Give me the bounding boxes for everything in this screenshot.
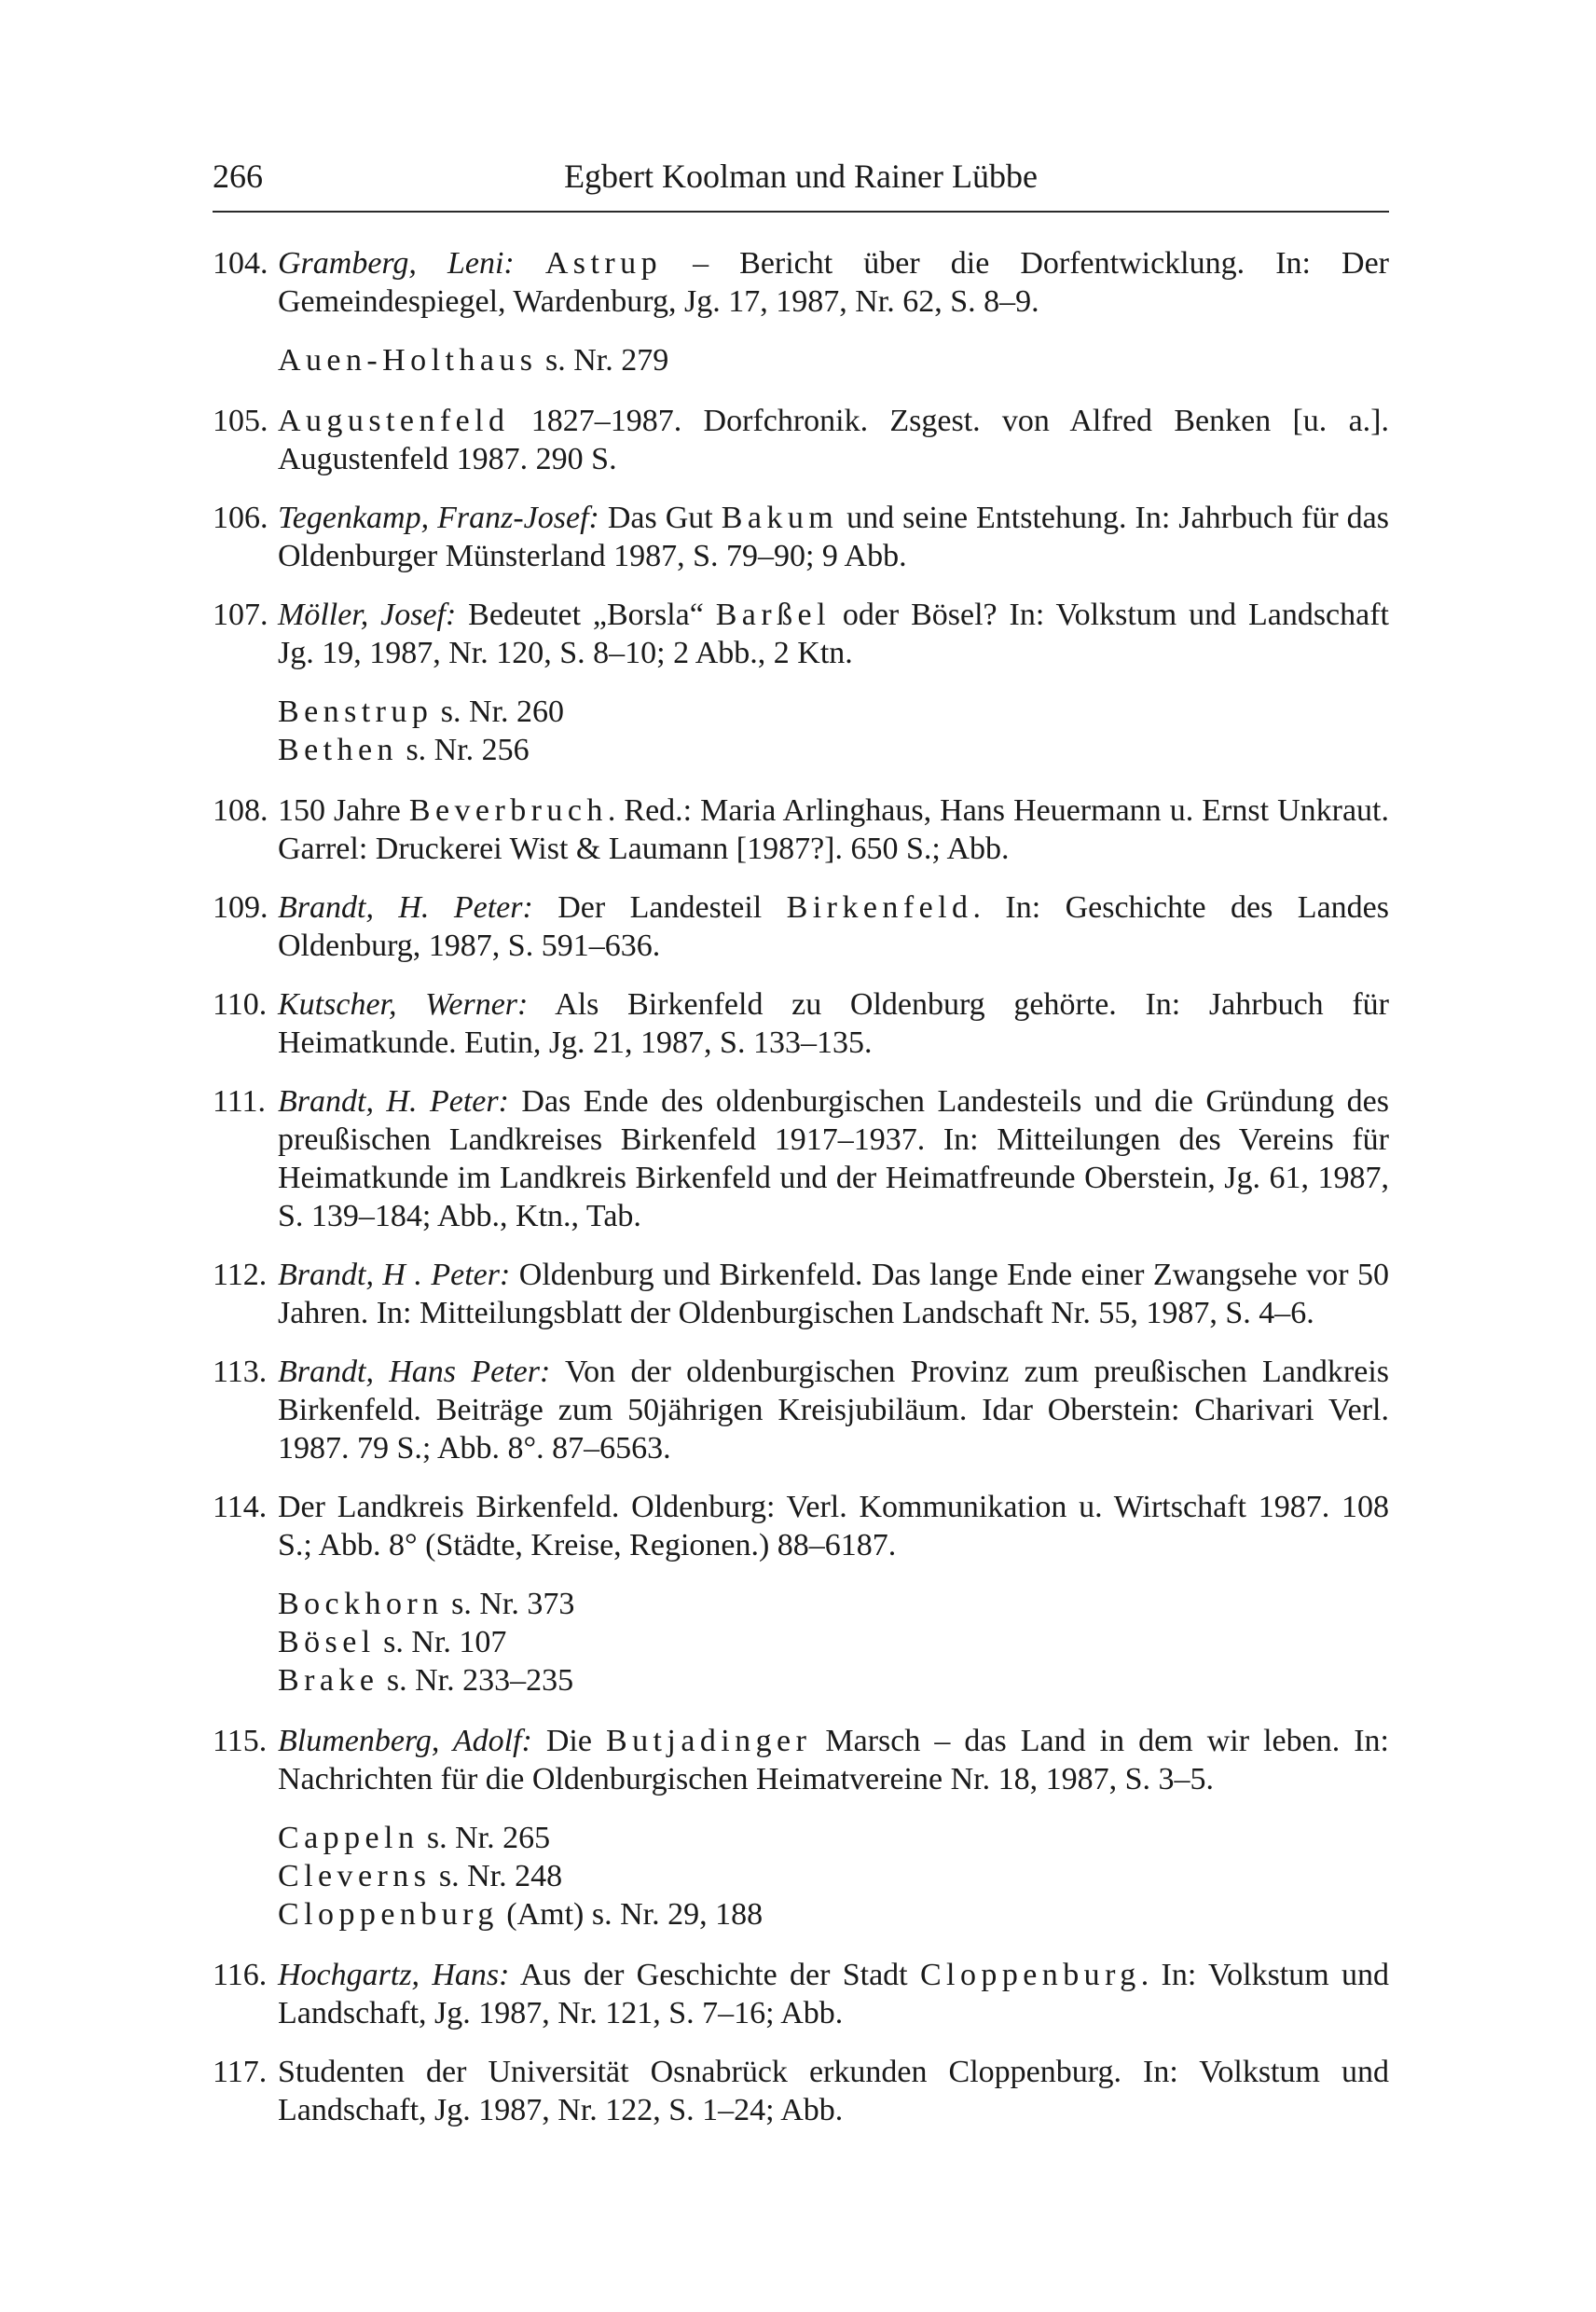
place-keyword: Augustenfeld [278, 404, 510, 438]
entry-text-pre: 150 Jahre [278, 793, 409, 828]
entry-107 [213, 596, 1389, 672]
entry-number: 114. [213, 1490, 268, 1524]
entry-number: 113. [213, 1355, 268, 1389]
entry-author: Möller, Josef: [278, 598, 457, 632]
cross-reference [278, 341, 1389, 379]
entry-text: Als Birkenfeld zu Oldenburg gehörte. In: Jahrbuch für Heimatkunde. Eutin, Jg. 21, 1987, S. 133–135. [278, 987, 1389, 1060]
entry-author: Brandt, H . Peter: [278, 1258, 511, 1292]
entry-author: Brandt, H. Peter: [278, 890, 533, 925]
cross-reference [278, 1895, 1389, 1934]
entry-106 [213, 499, 1389, 575]
entry-text: und seine Entstehung. In: Jahrbuch für das Oldenburger Münsterland 1987, S. 79–90; 9 Abb. [278, 501, 1389, 573]
entry-number: 116. [213, 1958, 268, 1992]
entry-text: Studenten der Universität Osnabrück erkunden Cloppenburg. In: Volkstum und Landschaft, Jg. 1987, Nr. 122, S. 1–24; Abb. [278, 2055, 1389, 2127]
entry-text-pre: Bedeutet „Borsla“ [456, 598, 716, 632]
entry-text: Von der oldenburgischen Provinz zum preußischen Landkreis Birkenfeld. Beiträge zum 50jährigen Kreisjubiläum. Idar Oberstein: Charivari Verl. 1987. 79 S.; Abb. 8°. 87–6563. [278, 1355, 1390, 1466]
entry-number: 104. [213, 246, 268, 281]
cross-reference [278, 1623, 1389, 1661]
reference-target: s. Nr. 233–235 [378, 1663, 574, 1698]
entry-author: Blumenberg, Adolf: [278, 1724, 532, 1758]
cross-reference [278, 693, 1389, 731]
page-header [213, 157, 1389, 205]
entry-text: Der Landkreis Birkenfeld. Oldenburg: Verl. Kommunikation u. Wirtschaft 1987. 108 S.; Abb. 8° (Städte, Kreise, Regionen.) 88–6187. [278, 1490, 1389, 1562]
place-keyword: Astrup [544, 246, 663, 281]
place-keyword: Butjadinger [605, 1724, 812, 1758]
place-keyword: Bethen [278, 733, 398, 767]
place-keyword: Barßel [715, 598, 831, 632]
entry-text: . Red.: Maria Arlinghaus, Hans Heuermann u. Ernst Unkraut. Garrel: Druckerei Wist & Laumann [1987?]. 650 S.; Abb. [278, 793, 1389, 866]
cross-reference [278, 731, 1389, 769]
entry-number: 105. [213, 404, 268, 438]
entry-text: Marsch – das Land in dem wir leben. In: Nachrichten für die Oldenburgischen Heimatvereine Nr. 18, 1987, S. 3–5. [278, 1724, 1389, 1796]
entry-text-pre: Der Landesteil [532, 890, 787, 925]
reference-target: s. Nr. 279 [537, 343, 669, 378]
entry-author: Kutscher, Werner: [278, 987, 529, 1022]
reference-target: s. Nr. 265 [419, 1821, 551, 1855]
entry-number: 110. [213, 987, 268, 1022]
entry-109 [213, 888, 1389, 965]
page-number: 266 [213, 158, 263, 195]
entry-number: 112. [213, 1258, 268, 1292]
entry-117 [213, 2053, 1389, 2129]
entry-114 [213, 1488, 1389, 1564]
entry-text: . In: Geschichte des Landes Oldenburg, 1987, S. 591–636. [278, 890, 1389, 963]
running-head: Egbert Koolman und Rainer Lübbe [564, 158, 1038, 195]
entry-116 [213, 1956, 1389, 2032]
entry-number: 107. [213, 598, 268, 632]
entry-110 [213, 985, 1389, 1062]
entry-text-pre: Das Gut [598, 501, 722, 535]
entry-text-pre: Aus der Geschichte der Stadt [509, 1958, 920, 1992]
reference-target: s. Nr. 373 [443, 1587, 575, 1621]
reference-target: s. Nr. 260 [433, 695, 565, 729]
entry-author: Brandt, Hans Peter: [278, 1355, 551, 1389]
entry-author: Hochgartz, Hans: [278, 1958, 510, 1992]
place-keyword: Auen-Holthaus [278, 343, 538, 378]
place-keyword: Birkenfeld [786, 890, 973, 925]
cross-reference [278, 1857, 1389, 1895]
entry-number: 111. [213, 1084, 266, 1119]
place-keyword: Cleverns [278, 1859, 432, 1893]
entry-text: . In: Volkstum und Landschaft, Jg. 1987, Nr. 121, S. 7–16; Abb. [278, 1958, 1389, 2030]
place-keyword: Bösel [278, 1625, 376, 1659]
bibliography-list [213, 244, 1389, 2150]
entry-111 [213, 1082, 1389, 1235]
entry-text: Oldenburg und Birkenfeld. Das lange Ende einer Zwangsehe vor 50 Jahren. In: Mitteilungsblatt der Oldenburgischen Landschaft Nr. 55, 1987, S. 4–6. [278, 1258, 1389, 1330]
entry-104 [213, 244, 1389, 321]
entry-number: 117. [213, 2055, 268, 2089]
reference-target: s. Nr. 256 [397, 733, 530, 767]
entry-text-pre: Die [531, 1724, 606, 1758]
place-keyword: Beverbruch [408, 793, 608, 828]
place-keyword: Bockhorn [278, 1587, 444, 1621]
entry-number: 109. [213, 890, 268, 925]
place-keyword: Benstrup [278, 695, 433, 729]
entry-105 [213, 402, 1389, 478]
entry-text: – Bericht über die Dorfentwicklung. In: Der Gemeindespiegel, Wardenburg, Jg. 17, 1987, Nr. 62, S. 8–9. [278, 246, 1389, 319]
reference-target: s. Nr. 107 [375, 1625, 507, 1659]
cross-reference-group [213, 1819, 1389, 1934]
entry-author: Brandt, H. Peter: [278, 1084, 509, 1119]
entry-112 [213, 1256, 1389, 1332]
reference-target: (Amt) s. Nr. 29, 188 [498, 1897, 764, 1932]
entry-text: Das Ende des oldenburgischen Landesteils und die Gründung des preußischen Landkreises Birkenfeld 1917–1937. In: Mitteilungen des Vereins für Heimatkunde im Landkreis Birkenfeld und der Heimatfreunde Oberstein, Jg. 61, 1987, S. 139–184; Abb., Ktn., Tab. [278, 1084, 1389, 1233]
entry-author: Gramberg, Leni: [278, 246, 515, 281]
entry-number: 115. [213, 1724, 268, 1758]
cross-reference [278, 1585, 1389, 1623]
entry-text: oder Bösel? In: Volkstum und Landschaft Jg. 19, 1987, Nr. 120, S. 8–10; 2 Abb., 2 Ktn. [278, 598, 1390, 670]
cross-reference-group [213, 693, 1389, 769]
entry-text: 1827–1987. Dorfchronik. Zsgest. von Alfred Benken [u. a.]. Augustenfeld 1987. 290 S. [278, 404, 1389, 476]
cross-reference-group [213, 341, 1389, 379]
reference-target: s. Nr. 248 [431, 1859, 563, 1893]
entry-113 [213, 1353, 1389, 1467]
place-keyword: Cappeln [278, 1821, 420, 1855]
place-keyword: Cloppenburg [919, 1958, 1141, 1992]
place-keyword: Cloppenburg [278, 1897, 499, 1932]
entry-number: 108. [213, 793, 268, 828]
cross-reference [278, 1819, 1389, 1857]
place-keyword: Brake [278, 1663, 379, 1698]
place-keyword: Bakum [721, 501, 839, 535]
entry-108 [213, 791, 1389, 868]
entry-115 [213, 1722, 1389, 1798]
entry-author: Tegenkamp, Franz-Josef: [278, 501, 599, 535]
entry-number: 106. [213, 501, 268, 535]
header-rule [213, 211, 1389, 213]
cross-reference-group [213, 1585, 1389, 1700]
cross-reference [278, 1661, 1389, 1700]
